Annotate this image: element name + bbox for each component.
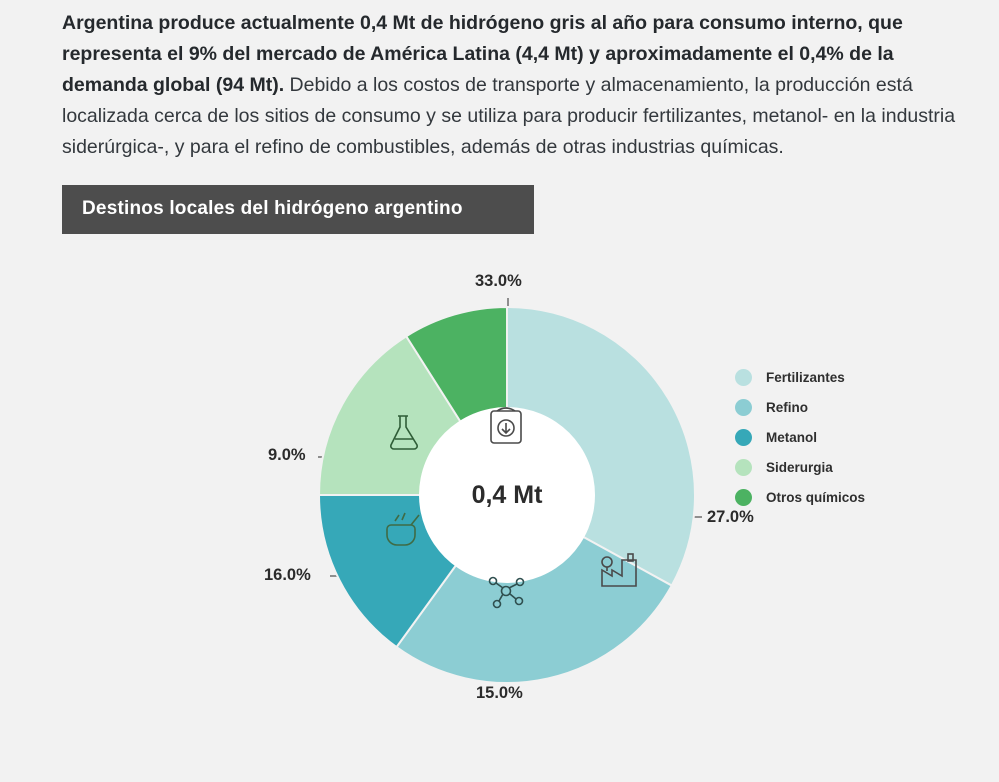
legend-label-refino: Refino — [766, 399, 808, 415]
legend-item-metanol[interactable] — [735, 422, 975, 452]
donut-svg — [317, 305, 697, 685]
slice-percent-siderurgia: 16.0% — [264, 566, 311, 584]
legend-item-refino[interactable] — [735, 392, 975, 422]
section-title-banner — [62, 185, 534, 234]
donut-hole — [419, 407, 595, 583]
slice-percent-fertilizantes: 33.0% — [475, 272, 522, 290]
legend-label-metanol: Metanol — [766, 429, 818, 445]
legend-color-swatch-fertilizantes — [735, 369, 752, 386]
legend-color-swatch-metanol — [735, 429, 752, 446]
legend-label-otros-quimicos: Otros químicos — [766, 489, 866, 505]
slice-percent-otros-quimicos: 9.0% — [268, 446, 306, 464]
chart-legend — [735, 362, 975, 512]
legend-color-swatch-refino — [735, 399, 752, 416]
legend-item-fertilizantes[interactable] — [735, 362, 975, 392]
legend-label-siderurgia: Siderurgia — [766, 459, 833, 475]
intro-body-text: Debido a los costos de transporte y almacenamiento, la producción está localizada cerca de los sitios de consumo y se utiliza para producir fertilizantes, metanol- en la industria siderúrgica-, y para el refino de combustibles, además de otras industrias químicas. — [62, 74, 956, 158]
legend-color-swatch-siderurgia — [735, 459, 752, 476]
legend-label-fertilizantes: Fertilizantes — [766, 369, 845, 385]
legend-item-otros-quimicos[interactable] — [735, 482, 975, 512]
donut-center-label: 0,4 Mt — [471, 480, 543, 509]
donut-graphic — [317, 305, 697, 685]
slice-percent-metanol: 15.0% — [476, 684, 523, 702]
legend-item-siderurgia[interactable] — [735, 452, 975, 482]
intro-lead-text: Argentina produce actualmente 0,4 Mt de hidrógeno gris al año para consumo interno, que representa el 9% del mercado de América Latina (4,4 Mt) y aproximadamente el 0,4% de la demanda global (94 Mt). — [62, 12, 903, 96]
slice-percent-refino: 27.0% — [707, 508, 754, 526]
donut-chart — [0, 250, 999, 782]
section-title-text: Destinos locales del hidrógeno argentino — [82, 198, 463, 219]
intro-paragraph — [62, 8, 977, 163]
legend-color-swatch-otros-quimicos — [735, 489, 752, 506]
